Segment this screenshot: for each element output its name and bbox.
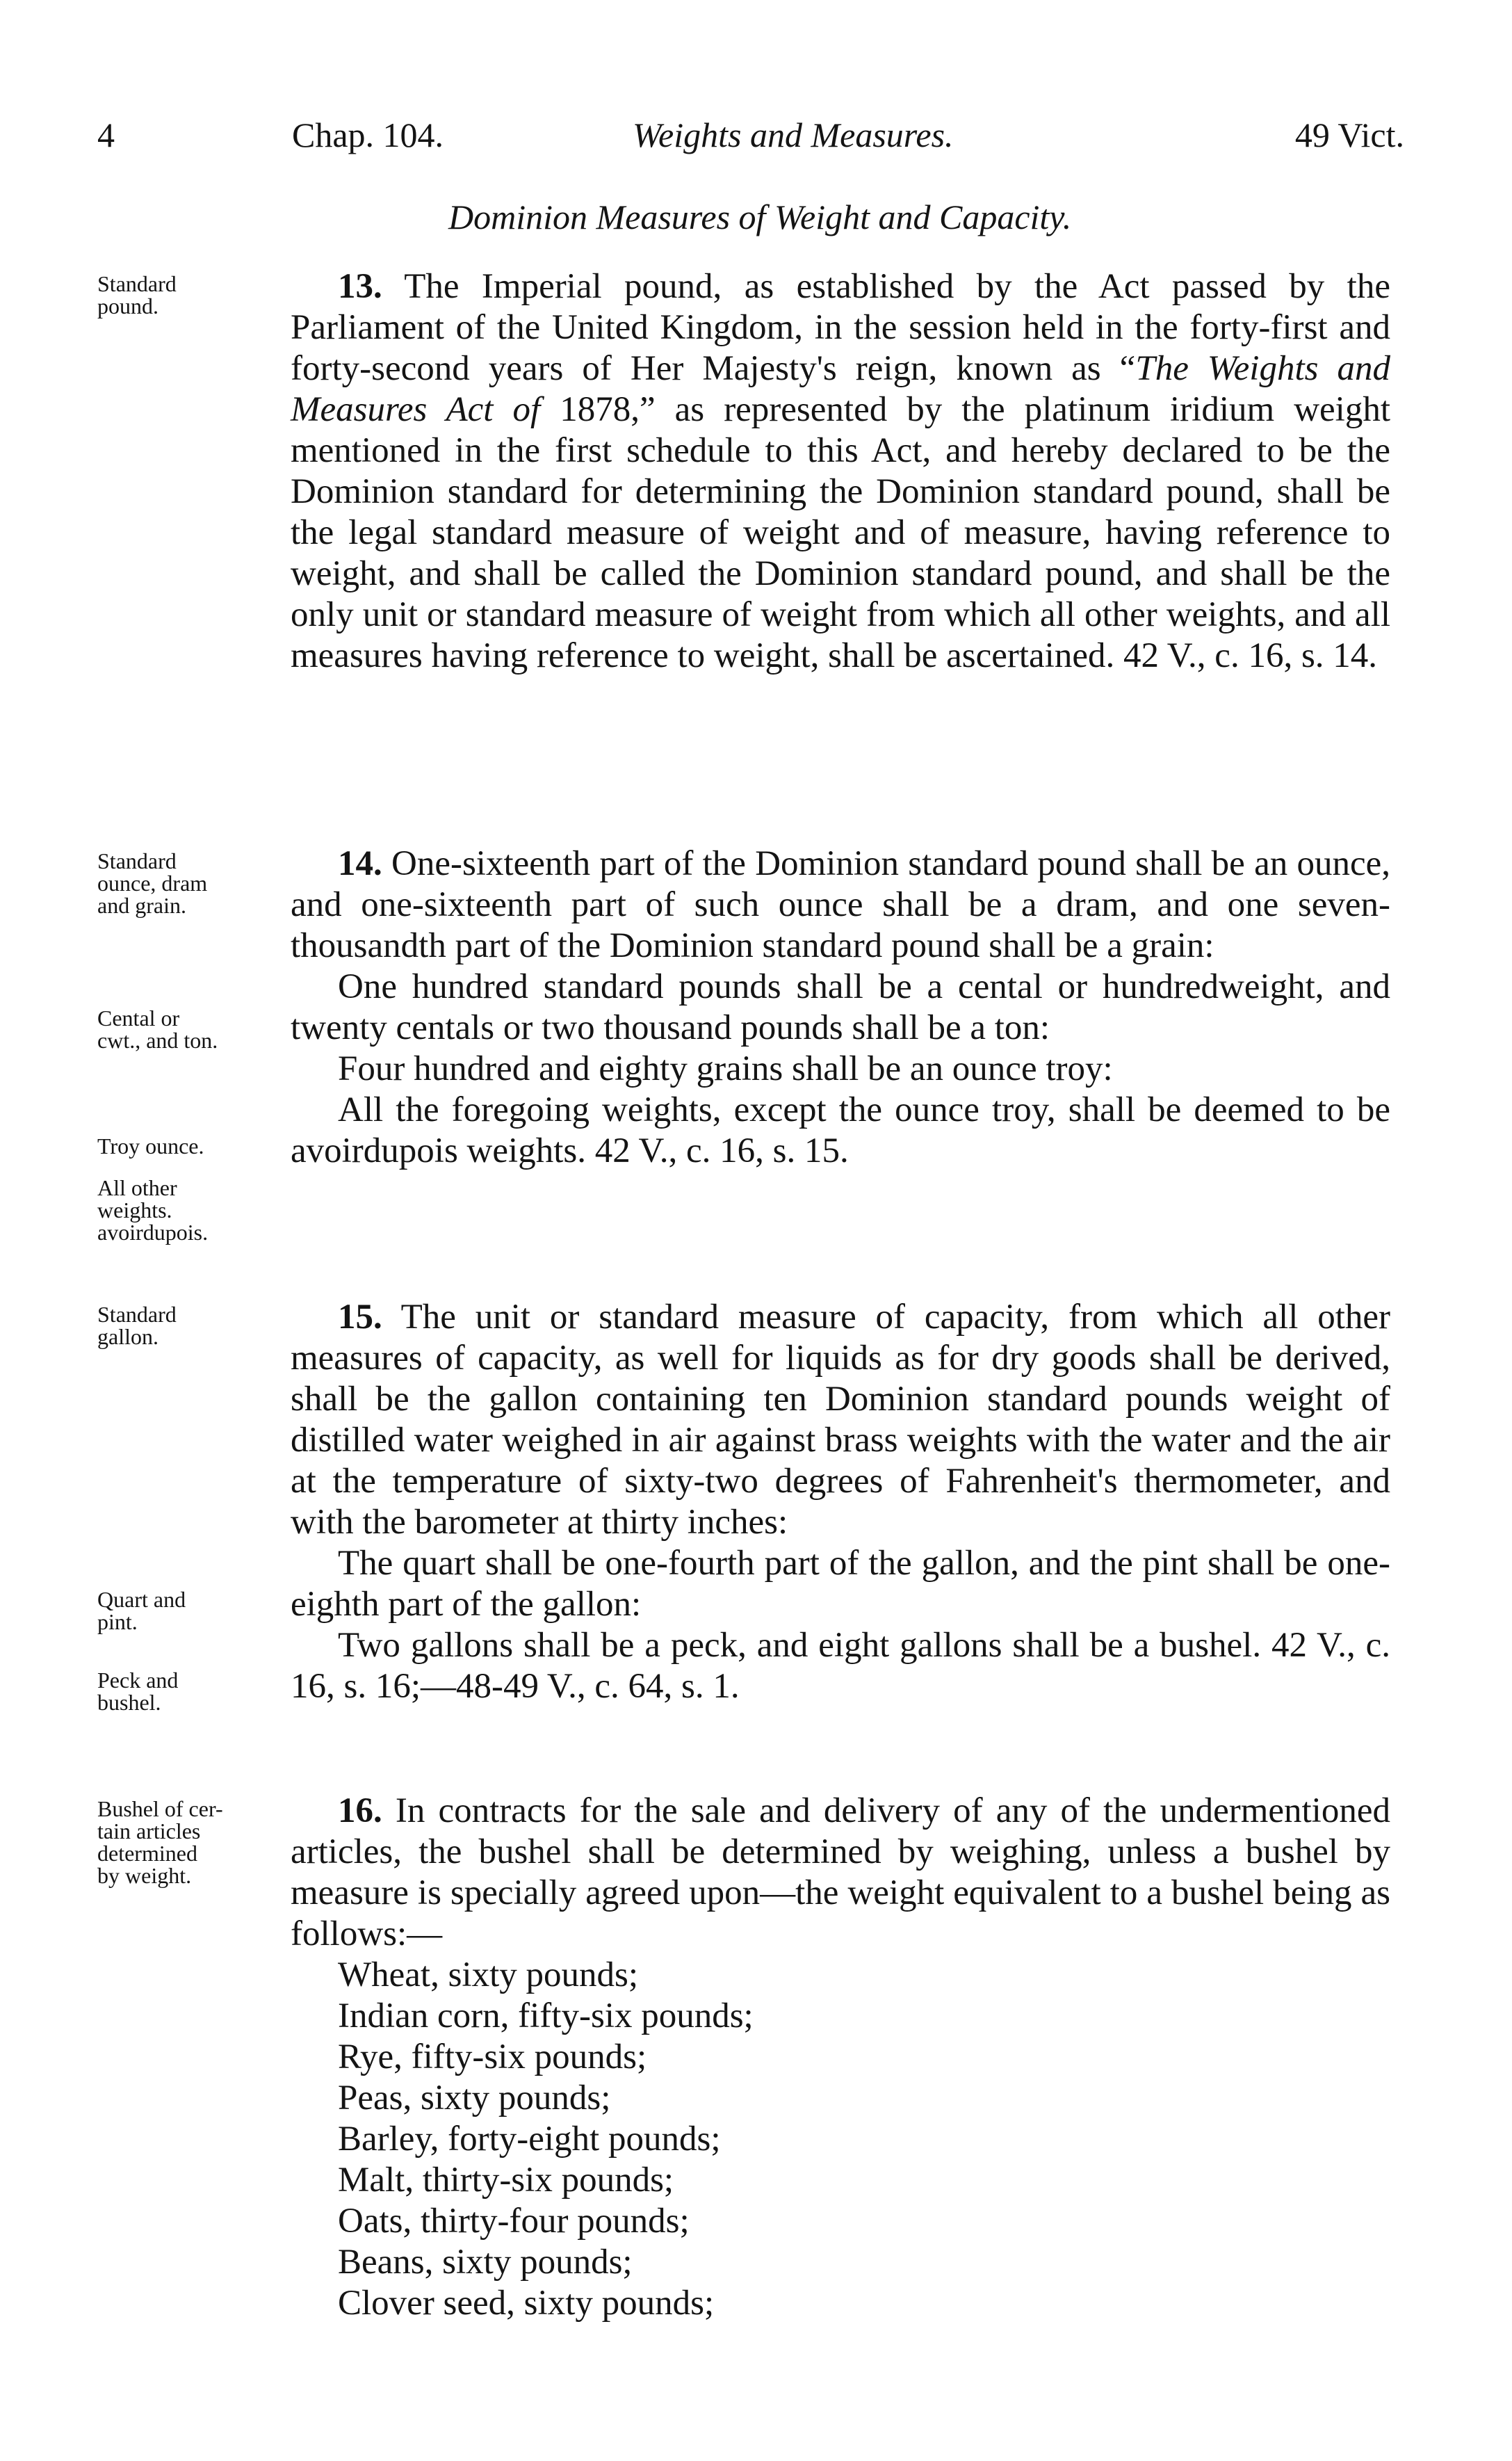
section-15-paragraph [291, 1297, 1390, 1543]
section-16-paragraph [291, 1791, 1390, 1955]
list-item: Clover seed, sixty pounds; [338, 2284, 715, 2323]
act-name: The Weights and Measures Act of [291, 349, 1391, 429]
regnal-year: 49 Vict. [1294, 115, 1404, 154]
page-number: 4 [97, 115, 115, 154]
list-item: Beans, sixty pounds; [338, 2243, 633, 2282]
marginal-note-avoirdupois: All other weights. avoirdupois. [97, 1175, 209, 1245]
section-text: In contracts for the sale and delivery of any of the undermentioned articles, the bushel shall be determined by weighing, unless a bushel by measure is specially agreed upon—the weight equivalent to a bushel being as follows:— [291, 1791, 1390, 1953]
chapter-label: Chap. 104. [292, 115, 444, 154]
list-item: Peas, sixty pounds; [338, 2079, 611, 2117]
section-13 [291, 266, 1390, 677]
list-item: Malt, thirty-six pounds; [338, 2161, 674, 2200]
section-text: One-sixteenth part of the Dominion standard pound shall be an ounce, and one-sixteenth part of such ounce shall be a dram, and one seven-thousandth part of the Dominion standard pound shall be a grain: [291, 844, 1390, 965]
section-15-paragraph: The quart shall be one-fourth part of the gallon, and the pint shall be one-eighth part of the gallon: [291, 1544, 1390, 1624]
marginal-note-standard-pound: Standard pound. [97, 271, 177, 318]
section-number: 15. [338, 1298, 382, 1337]
marginal-note-troy-ounce: Troy ounce. [97, 1133, 204, 1159]
running-title: Weights and Measures. [633, 115, 954, 154]
marginal-note-ounce-dram-grain: Standard ounce, dram and grain. [97, 848, 208, 918]
list-item: Wheat, sixty pounds; [338, 1955, 639, 1994]
marginal-note-cental-ton: Cental or cwt., and ton. [97, 1006, 218, 1053]
section-14-paragraph: One hundred standard pounds shall be a cental or hundredweight, and twenty centals or two thousand pounds shall be a ton: [291, 967, 1390, 1047]
section-text: The unit or standard measure of capacity, from which all other measures of capacity, as well for liquids as for dry goods shall be derived, shall be the gallon containing ten Dominion standard pounds weight of distilled water weighed in air against brass weights with the water and the air at the temperature of sixty-two degrees of Fahrenheit's thermometer, and with the barometer at thirty inches: [291, 1298, 1390, 1542]
running-header [97, 115, 1404, 163]
section-15-paragraph: Two gallons shall be a peck, and eight gallons shall be a bushel. 42 V., c. 16, s. 16;—48-49 V., c. 64, s. 1. [291, 1626, 1390, 1706]
marginal-note-standard-gallon: Standard gallon. [97, 1302, 177, 1349]
section-number: 14. [338, 844, 382, 883]
list-item: Barley, forty-eight pounds; [338, 2120, 721, 2159]
section-14 [291, 844, 1390, 1172]
marginal-note-bushel-weight: Bushel of cer- tain articles determined by weight. [97, 1796, 223, 1888]
section-13-paragraph [291, 266, 1390, 677]
section-text: 1878,” as represented by the platinum iridium weight mentioned in the first schedule to this Act, and hereby declared to be the Dominion standard for determining the Dominion standard pound, shall be the legal standard measure of weight and of measure, having reference to weight, and shall be called the Dominion standard pound, and shall be the only unit or standard measure of weight from which all other weights, and all measures having reference to weight, shall be ascertained. 42 V., c. 16, s. 14. [291, 390, 1390, 675]
section-number: 16. [338, 1791, 382, 1830]
list-item: Oats, thirty-four pounds; [338, 2202, 690, 2241]
section-16 [291, 1791, 1390, 2324]
section-14-paragraph: All the foregoing weights, except the ounce troy, shall be deemed to be avoirdupois weights. 42 V., c. 16, s. 15. [291, 1090, 1390, 1170]
section-number: 13. [338, 267, 382, 306]
section-15 [291, 1297, 1390, 1707]
marginal-note-peck-bushel: Peck and bushel. [97, 1668, 179, 1715]
section-14-paragraph: Four hundred and eighty grains shall be an ounce troy: [338, 1049, 1113, 1088]
list-item: Indian corn, fifty-six pounds; [338, 1996, 754, 2035]
section-text: The Imperial pound, as established by the Act passed by the Parliament of the United Kingdom, in the session held in the forty-first and forty-second years of Her Majesty's reign, known as “ [291, 267, 1390, 388]
list-item: Rye, fifty-six pounds; [338, 2038, 647, 2076]
section-heading: Dominion Measures of Weight and Capacity. [448, 197, 1072, 236]
section-14-paragraph [291, 844, 1390, 967]
marginal-note-quart-pint: Quart and pint. [97, 1587, 186, 1634]
bushel-weight-list [291, 1955, 1390, 2324]
